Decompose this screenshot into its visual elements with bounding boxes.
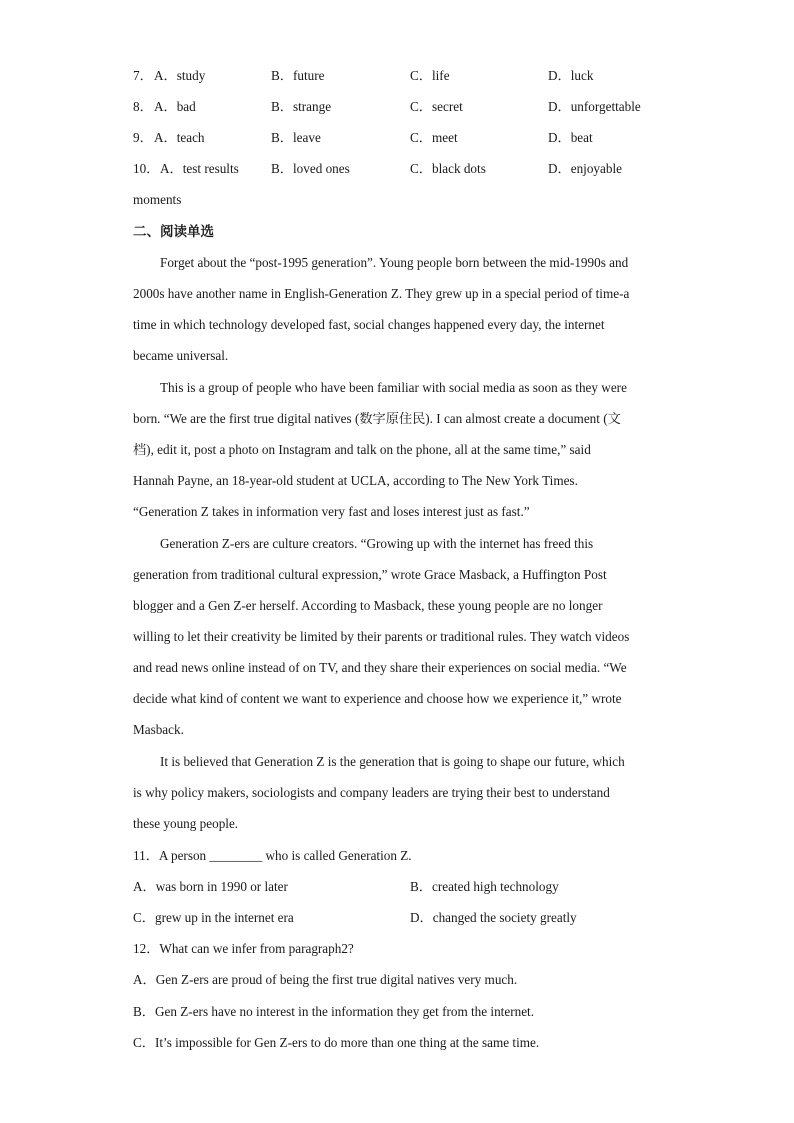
q12-option-c: C．It’s impossible for Gen Z-ers to do more than one thing at the same time. (133, 1035, 540, 1050)
q11-option-b: B．created high technology (410, 879, 559, 894)
passage-line: generation from traditional cultural expression,” wrote Grace Masback, a Huffington Post (133, 567, 607, 582)
passage-line: became universal. (133, 348, 229, 363)
question-7-number: 7． (133, 68, 153, 83)
passage-line: is why policy makers, sociologists and company leaders are trying their best to understand (133, 785, 610, 800)
q8-option-a: A．bad (154, 99, 196, 114)
passage-line: Hannah Payne, an 18-year-old student at UCLA, according to The New York Times. (133, 473, 578, 488)
q8-option-c: C．secret (410, 99, 463, 114)
question-12-stem: 12．What can we infer from paragraph2? (133, 941, 354, 956)
passage-line: time in which technology developed fast, social changes happened every day, the internet (133, 317, 605, 332)
passage-line: 档), edit it, post a photo on Instagram and talk on the phone, all at the same time,” said (133, 442, 591, 457)
q7-option-b: B．future (271, 68, 325, 83)
passage-line: “Generation Z takes in information very fast and loses interest just as fast.” (133, 504, 530, 519)
q9-option-b: B．leave (271, 130, 321, 145)
q7-option-d: D．luck (548, 68, 594, 83)
q11-option-a: A．was born in 1990 or later (133, 879, 288, 894)
q11-option-d: D．changed the society greatly (410, 910, 577, 925)
passage-paragraph-1 (133, 254, 663, 378)
passage-line: Masback. (133, 722, 184, 737)
question-11-stem: 11．A person ________ who is called Generation Z. (133, 848, 412, 863)
q9-option-d: D．beat (548, 130, 593, 145)
q9-option-a: A．teach (154, 130, 205, 145)
question-10-number: 10． (133, 161, 160, 176)
question-9-number: 9． (133, 130, 153, 145)
passage-line: these young people. (133, 816, 239, 831)
passage-line: It is believed that Generation Z is the generation that is going to shape our future, which (160, 754, 625, 769)
q10-option-a: A．test results (160, 161, 239, 176)
q12-option-b: B．Gen Z-ers have no interest in the information they get from the internet. (133, 1004, 535, 1019)
passage-paragraph-4 (133, 753, 663, 846)
q7-option-a: A．study (154, 68, 206, 83)
passage-line: willing to let their creativity be limited by their parents or traditional rules. They watch videos (133, 629, 630, 644)
q10-option-b: B．loved ones (271, 161, 350, 176)
passage-line: 2000s have another name in English-Generation Z. They grew up in a special period of time-a (133, 286, 630, 301)
q12-option-a: A．Gen Z-ers are proud of being the first true digital natives very much. (133, 972, 518, 987)
passage-line: and read news online instead of on TV, and they share their experiences on social media. “We (133, 660, 627, 675)
passage-line: born. “We are the first true digital natives (数字原住民). I can almost create a document (文 (133, 411, 621, 426)
q7-option-c: C．life (410, 68, 450, 83)
section-heading: 二、阅读单选 (133, 224, 214, 240)
passage-line: This is a group of people who have been familiar with social media as soon as they were (160, 380, 627, 395)
passage-line: decide what kind of content we want to experience and choose how we experience it,” wrote (133, 691, 622, 706)
passage-paragraph-2 (133, 379, 663, 534)
passage-line: blogger and a Gen Z-er herself. According to Masback, these young people are no longer (133, 598, 603, 613)
q8-option-b: B．strange (271, 99, 332, 114)
passage-line: Generation Z-ers are culture creators. “Growing up with the internet has freed this (160, 536, 594, 551)
q10-option-c: C．black dots (410, 161, 486, 176)
passage-line: Forget about the “post-1995 generation”. Young people born between the mid-1990s and (160, 255, 629, 270)
q8-option-d: D．unforgettable (548, 99, 641, 114)
passage-paragraph-3 (133, 535, 663, 752)
q11-option-c: C．grew up in the internet era (133, 910, 294, 925)
q10-option-d-wrap: moments (133, 192, 182, 207)
q9-option-c: C．meet (410, 130, 458, 145)
q10-option-d: D．enjoyable (548, 161, 622, 176)
question-8-number: 8． (133, 99, 153, 114)
